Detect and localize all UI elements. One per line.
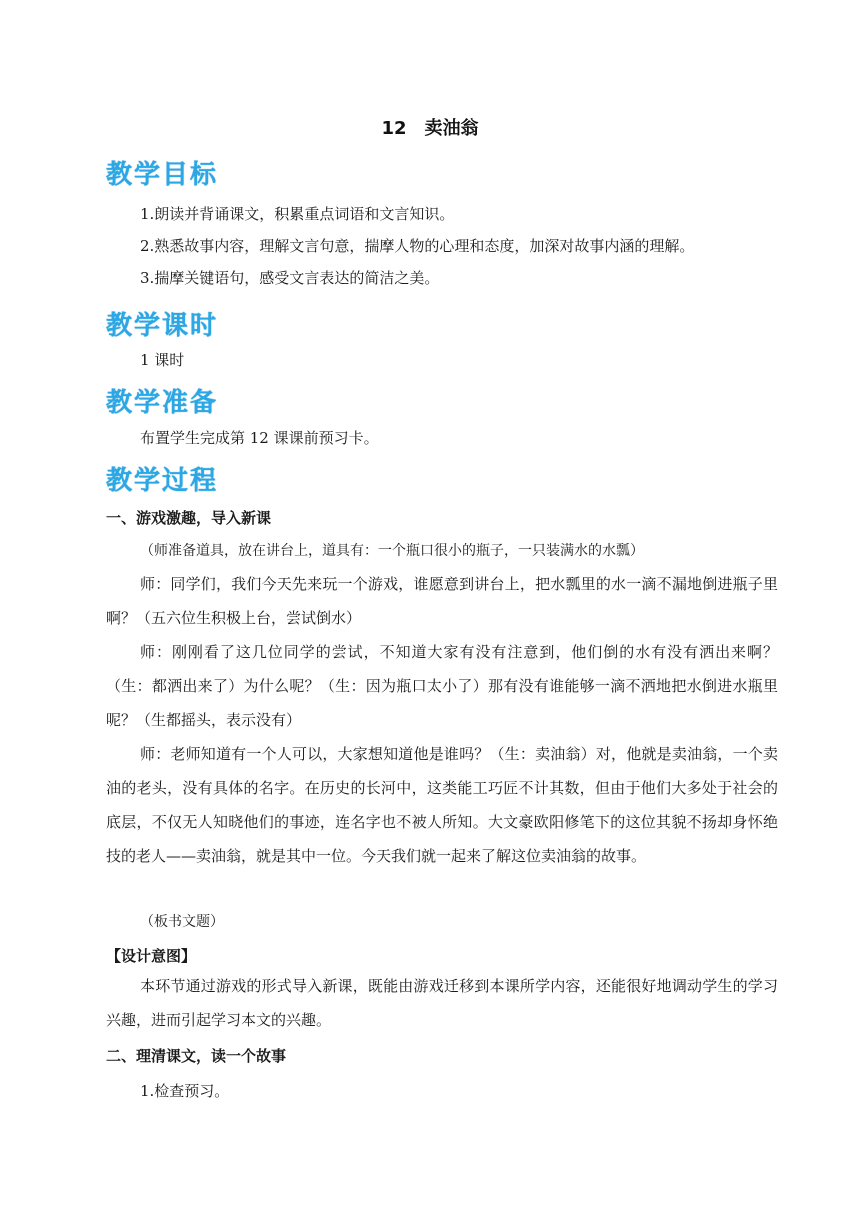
- goal-item-1: 1.朗读并背诵课文，积累重点词语和文言知识。: [140, 205, 455, 223]
- section-1-heading: 一、游戏激趣，导入新课: [106, 509, 272, 527]
- paragraph-2: 师：刚刚看了这几位同学的尝试，不知道大家有没有注意到，他们倒的水有没有洒出来啊？（生：都洒出来了）为什么呢？（生：因为瓶口太小了）那有没有谁能够一滴不洒地把水倒进水瓶里呢？（生都摇头，表示没有）: [106, 643, 778, 729]
- prep-heading: 教学准备: [106, 388, 219, 418]
- hours-heading: 教学课时: [106, 311, 219, 341]
- stage-note: （师准备道具，放在讲台上，道具有：一个瓶口很小的瓶子，一只装满水的水瓢）: [140, 543, 644, 559]
- section-2-heading: 二、理清课文，读一个故事: [106, 1047, 287, 1065]
- process-heading: 教学过程: [106, 466, 219, 496]
- step-1: 1.检查预习。: [140, 1082, 230, 1100]
- lesson-number: 12: [381, 118, 407, 139]
- design-intent-text: 本环节通过游戏的形式导入新课，既能由游戏迁移到本课所学内容，还能很好地调动学生的学习兴趣，进而引起学习本文的兴趣。: [106, 977, 778, 1029]
- paragraph-1: 师：同学们，我们今天先来玩一个游戏，谁愿意到讲台上，把水瓢里的水一滴不漏地倒进瓶子里啊？（五六位生积极上台，尝试倒水）: [106, 575, 778, 627]
- lesson-name: 卖油翁: [424, 118, 479, 139]
- goals-heading: 教学目标: [106, 160, 219, 190]
- paragraph-3: 师：老师知道有一个人可以，大家想知道他是谁吗？（生：卖油翁）对，他就是卖油翁，一个卖油的老头，没有具体的名字。在历史的长河中，这类能工巧匠不计其数，但由于他们大多处于社会的底层，不仅无人知晓他们的事迹，连名字也不被人所知。大文豪欧阳修笔下的这位其貌不扬却身怀绝技的老人——卖油翁，就是其中一位。今天我们就一起来了解这位卖油翁的故事。: [106, 745, 778, 865]
- goal-item-3: 3.揣摩关键语句，感受文言表达的简洁之美。: [140, 269, 440, 287]
- design-intent-heading: 【设计意图】: [106, 947, 197, 965]
- prep-text: 布置学生完成第 12 课课前预习卡。: [140, 429, 379, 447]
- lesson-title: [0, 114, 860, 140]
- board-note: （板书文题）: [140, 914, 224, 930]
- goal-item-2: 2.熟悉故事内容，理解文言句意，揣摩人物的心理和态度，加深对故事内涵的理解。: [140, 237, 695, 255]
- hours-text: 1 课时: [140, 351, 185, 369]
